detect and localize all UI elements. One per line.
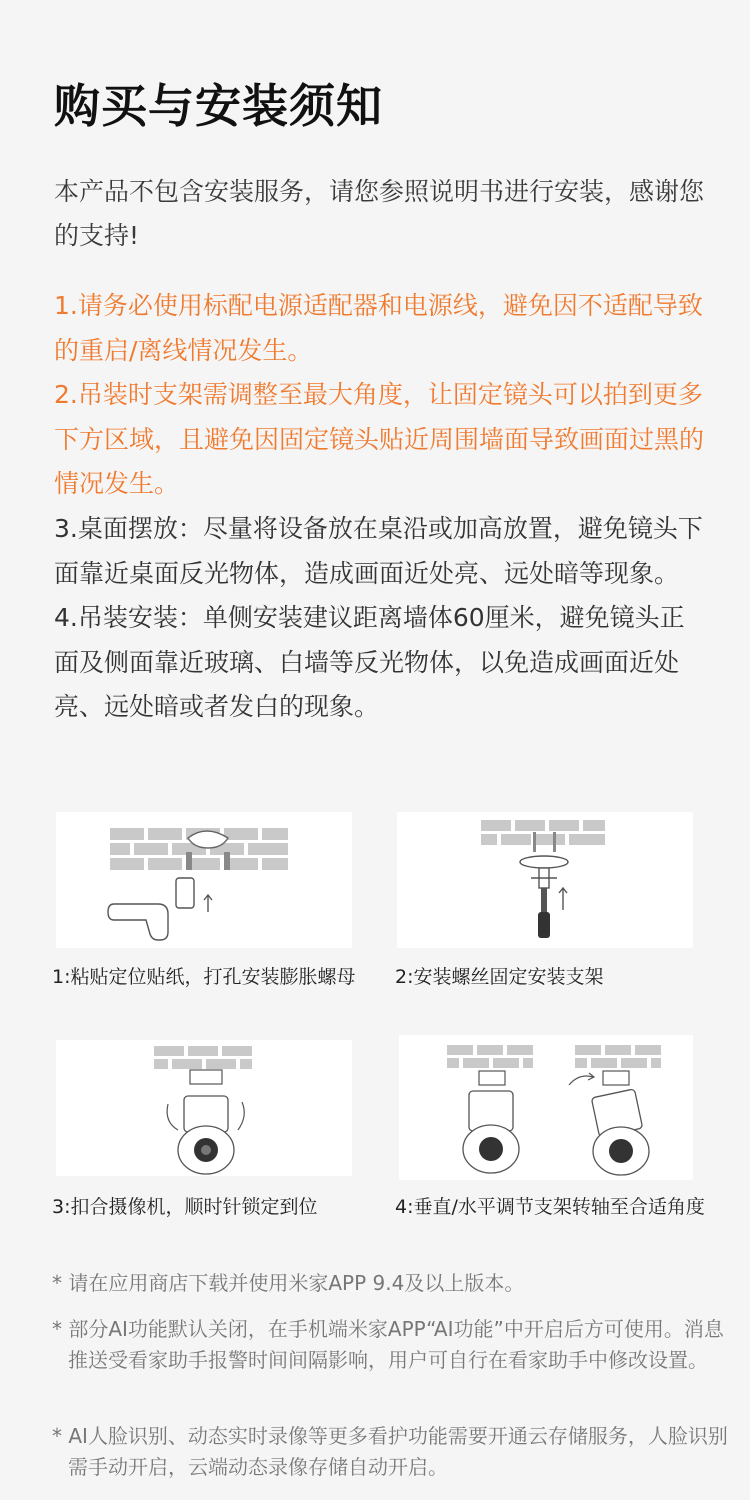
screwdriver-icon bbox=[397, 812, 693, 948]
note-4: 4.吊装安装：单侧安装建议距离墙体60厘米，避免镜头正面及侧面靠近玻璃、白墙等反光物体，以免造成画面近处亮、远处暗或者发白的现象。 bbox=[54, 603, 685, 722]
footnote-1: * 请在应用商店下载并使用米家APP 9.4及以上版本。 bbox=[52, 1271, 525, 1295]
note-3: 3.桌面摆放：尽量将设备放在桌沿或加高放置，避免镜头下面靠近桌面反光物体，造成画面近处亮、远处暗等现象。 bbox=[54, 513, 703, 588]
drill-anchor-icon bbox=[56, 812, 352, 948]
note-2: 2.吊装时支架需调整至最大角度，让固定镜头可以拍到更多下方区域，且避免因固定镜头贴近周围墙面导致画面过黑的情况发生。 bbox=[54, 380, 705, 499]
notes-list bbox=[54, 284, 709, 730]
note-1: 1.请务必使用标配电源适配器和电源线，避免因不适配导致的重启/离线情况发生。 bbox=[54, 291, 703, 365]
footnote-2: * 部分AI功能默认关闭，在手机端米家APP“AI功能”中开启后方可使用。消息推送受看家助手报警时间间隔影响，用户可自行在看家助手中修改设置。 bbox=[52, 1317, 724, 1372]
step-2-illustration bbox=[397, 812, 693, 948]
step-3-illustration bbox=[56, 1040, 352, 1176]
step-4-illustration bbox=[399, 1035, 693, 1180]
page-title: 购买与安装须知 bbox=[54, 79, 383, 133]
intro-text: 本产品不包含安装服务，请您参照说明书进行安装，感谢您的支持! bbox=[54, 177, 705, 250]
camera-mount-icon bbox=[56, 1040, 352, 1176]
step-4-caption: 4:垂直/水平调节支架转轴至合适角度 bbox=[395, 1196, 705, 1218]
footnote-3: * AI人脸识别、动态实时录像等更多看护功能需要开通云存储服务，人脸识别需手动开启，云端动态录像存储自动开启。 bbox=[52, 1424, 728, 1479]
step-1-caption: 1:粘贴定位贴纸，打孔安装膨胀螺母 bbox=[52, 966, 356, 988]
step-3-caption: 3:扣合摄像机，顺时针锁定到位 bbox=[52, 1196, 318, 1218]
step-1-illustration bbox=[56, 812, 352, 948]
adjust-bracket-icon bbox=[399, 1035, 693, 1180]
step-2-caption: 2:安装螺丝固定安装支架 bbox=[395, 966, 604, 988]
